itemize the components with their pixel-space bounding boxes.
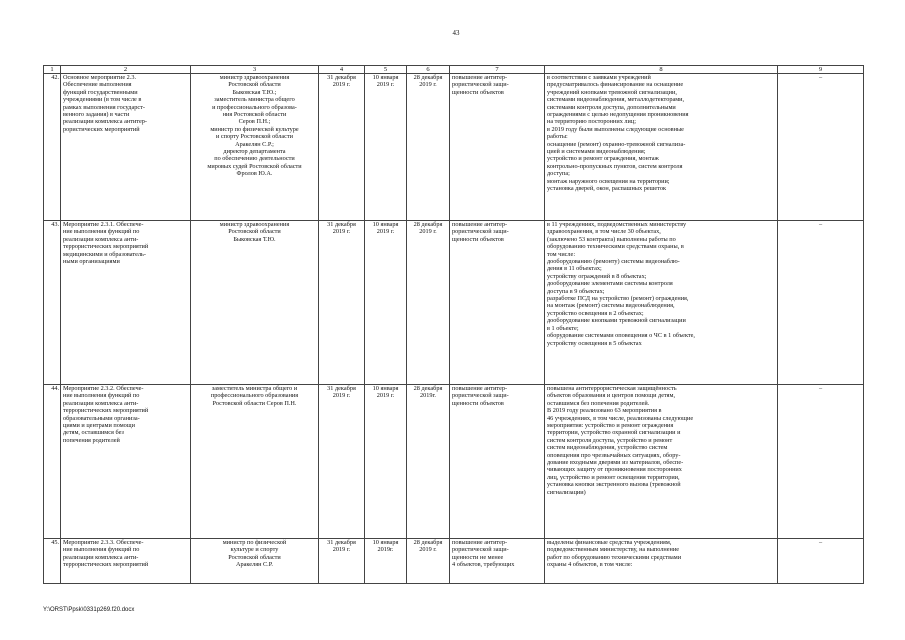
activity-name-line: Мероприятие 2.3.1. Обеспече- [63,221,144,228]
responsible-executor [191,74,319,221]
actual-start-date-line: 10 января [372,385,399,392]
planned-end-date-line: 31 декабря [327,385,356,392]
actual-start-date [365,74,407,221]
actual-result-line: системами видеонаблюдения, металлодетекторами, [547,96,685,104]
actual-result-line: цией и системами видеонаблюдения; [547,148,646,156]
planned-end-date-line: 31 декабря [327,221,356,228]
planned-end-date-line: 2019 г. [332,546,351,554]
responsible-executor-line: директор департамента [223,148,286,156]
actual-result-line: сигнализации) [547,488,586,496]
actual-result-line: дование входными дверями из материалов, обеспе- [547,459,684,467]
expected-result-line: рористической защи- [452,228,509,236]
activity-name-line: медицинскими и образователь- [63,250,146,258]
activity-name [61,385,191,539]
expected-result-line: повышение антитер- [452,221,508,228]
table-row [44,539,864,584]
actual-start-date-line: 2019г. [377,546,394,554]
actual-end-date-line: 28 декабря [413,74,443,81]
responsible-executor-line: Аракелян С.Р.; [235,140,274,148]
actual-result-line: в 2019 году были выполнены следующие основные [547,125,684,133]
actual-result-line: объектов образования и центров помощи детям, [547,392,676,400]
file-path-footer: Y:\ORST\Ppsk\0331p269.f20.docx [43,607,135,613]
actual-result-line: выделены финансовые средства учреждениям, [547,539,672,546]
actual-result-line: на территорию посторонних лиц; [547,118,636,126]
table-row [44,221,864,385]
actual-result-line: на монтаж (ремонт) системы видеонаблюдения, [547,302,675,310]
activity-name-line: Мероприятие 2.3.3. Обеспече- [63,539,144,546]
actual-result-line: работ по оборудованию техническими средствами [547,553,682,561]
expected-result-line: щенности объектов [452,88,504,96]
actual-result-line: учреждений кнопками тревожной сигнализации, [547,88,677,96]
responsible-executor-line: заместитель министра общего и [211,385,298,392]
actual-result-line: оснащение (ремонт) охранно-тревожной сигнализа- [547,140,686,148]
actual-end-date [407,221,450,385]
responsible-executor-line: по обеспечению деятельности [214,155,295,163]
row-number: 45. [44,539,61,584]
responsible-executor-line: мировых судей Ростовской области [207,162,302,170]
expected-result [450,221,545,385]
activity-name-line: циями и центрами помощи [63,422,135,430]
actual-result [545,221,778,385]
actual-start-date-line: 10 января [372,539,399,546]
actual-result-line: в 1 объекте; [547,324,579,332]
activity-name [61,74,191,221]
expected-result-line: щенности объектов [452,399,504,407]
activity-name-line: рамках выполнения государст- [63,103,145,111]
responsible-executor [191,221,319,385]
activity-name-line: ными организациями [63,258,120,266]
responsible-executor-line: профессионального образования [210,392,299,400]
expected-result-line: рористической защи- [452,81,509,89]
expected-result-line: повышение антитер- [452,539,508,546]
activity-name-line: ние выполнения функций по [63,546,140,554]
responsible-executor-line: Ростовской области [228,228,281,236]
responsible-executor-line: Серов П.Н.; [238,118,271,126]
responsible-executor-line: Быковская Т.Ю.; [232,88,277,96]
expected-result [450,74,545,221]
actual-result-line: ограждениями с целью недопущения проникновения [547,111,689,119]
actual-result-line: оставшимся без попечения родителей. [547,399,650,407]
row-number: 43. [44,221,61,385]
responsible-executor [191,385,319,539]
actual-result-line: охраны 4 объектов, в том числе: [547,561,633,569]
actual-result [545,74,778,221]
actual-end-date [407,539,450,584]
actual-result-line: оборудование системами оповещения о ЧС в 1 объекте, [547,332,695,340]
actual-result-line: мероприятия: устройство и ремонт ограждения [547,422,674,430]
actual-result-line: В 2019 году реализовано 63 мероприятия в [547,407,662,415]
actual-result-line: дооборудование кнопками тревожной сигнализации [547,317,686,325]
actual-end-date [407,74,450,221]
responsible-executor-line: Аракелян С.Р. [236,561,273,569]
actual-end-date-line: 2019г. [420,392,436,400]
activity-name-line: ние выполнения функций по [63,228,140,236]
actual-result-line: предусматривалось финансирование на оснащение [547,81,684,89]
column-number: 9 [778,66,864,74]
column-number: 2 [61,66,191,74]
activity-name-line: рористических мероприятий [63,125,140,133]
actual-result-line: оповещения про чрезвычайных ситуациях, обору- [547,451,681,459]
responsible-executor-line: министр по физической культуре [210,125,299,133]
expected-result [450,385,545,539]
actual-result-line: лиц, устройство и ремонт освещения территории, [547,473,680,481]
planned-end-date [319,74,365,221]
actual-result-line: в 11 учреждениях, подведомственных министерству [547,221,687,228]
planned-end-date-line: 31 декабря [327,74,356,81]
actual-start-date-line: 2019 г. [376,392,395,400]
actual-end-date-line: 2019 г. [419,81,437,89]
activity-name-line: реализации комплекса анти- [63,399,139,407]
activity-name-line: венного задания) в части [63,111,130,119]
note: – [778,385,864,539]
responsible-executor-line: и спорту Ростовской области [215,133,293,141]
activity-name-line: ние выполнения функций по [63,392,140,400]
responsible-executor-line: культуре и спорту [230,546,279,554]
actual-result [545,385,778,539]
responsible-executor-line: Фролов Ю.А. [236,170,273,178]
column-number: 6 [407,66,450,74]
activity-name-line: реализации комплекса анти- [63,553,139,561]
column-number: 8 [545,66,778,74]
actual-result-line: систем видеонаблюдения, устройство систем [547,444,668,452]
actual-result-line: 46 учреждениях, в том числе, реализованы следующие [547,414,694,422]
activity-name-line: Мероприятие 2.3.2. Обеспече- [63,385,144,392]
row-number: 42. [44,74,61,221]
activity-name-line: террористических мероприятий [63,561,149,569]
responsible-executor [191,539,319,584]
actual-result-line: систем контроля доступа, устройство и ремонт [547,436,673,444]
actual-result-line: оборудованию техническими средствами охраны, в [547,243,684,251]
actual-result-line: доступа в 9 объектах; [547,287,605,295]
actual-result-line: контрольно-пропускных пунктов, систем контроля [547,162,683,170]
table-row [44,74,864,221]
actual-result-line: устройству ограждений в 8 объектах; [547,272,647,280]
actual-result-line: чивающих защиту от проникновения посторонних [547,466,682,474]
responsible-executor-line: Ростовской области [228,81,281,89]
activity-name-line: террористических мероприятий [63,407,149,415]
activity-name-line: террористических мероприятий [63,243,149,251]
planned-end-date-line: 2019 г. [332,228,351,236]
actual-start-date [365,221,407,385]
responsible-executor-line: заместитель министра общего [214,96,295,104]
activity-name-line: образовательными организа- [63,414,140,422]
actual-start-date-line: 2019 г. [376,81,395,89]
actual-result-line: подведомственным министерству, на выполнение [547,546,679,554]
expected-result-line: щенности не менее [452,553,504,561]
page-number: 43 [452,29,460,37]
actual-result-line: дооборудованию (ремонту) системы видеонаблю- [547,258,680,266]
expected-result-line: повышение антитер- [452,385,508,392]
planned-end-date [319,221,365,385]
planned-end-date [319,385,365,539]
planned-end-date-line: 31 декабря [327,539,356,546]
note: – [778,539,864,584]
activity-name-line: детям, оставшимся без [63,429,124,437]
actual-result-line: территории, устройство охранной сигнализации и [547,429,681,437]
actual-result-line: повышена антитеррористическая защищённость [547,385,677,392]
activity-name-line: Основное мероприятие 2.3. [63,74,137,81]
actual-result-line: в соответствии с заявками учреждений [547,74,651,81]
activity-name [61,221,191,385]
planned-end-date-line: 2019 г. [332,81,351,89]
responsible-executor-line: и профессионального образова- [212,103,297,111]
activity-name-line: учреждениями (в том числе в [63,96,142,104]
activity-name-line: реализации комплекса анти- [63,235,139,243]
expected-result-line: рористической защи- [452,392,509,400]
actual-result-line: устройство и ремонт ограждения, монтаж [547,155,659,163]
actual-end-date-line: 28 декабря [413,539,443,546]
column-number: 7 [450,66,545,74]
actual-result-line: устройство освещения в 2 объектах; [547,309,644,317]
actual-result-line: установка кнопки экстренного вызова (тревожной [547,481,681,489]
actual-end-date-line: 28 декабря [413,385,443,392]
actual-result-line: монтаж наружного освещения на территории; [547,177,670,185]
actual-result-line: здравоохранения, в том числе 30 объектах, [547,228,661,236]
actual-result-line: том числе: [547,250,576,258]
actual-start-date-line: 10 января [372,221,399,228]
row-number: 44. [44,385,61,539]
responsible-executor-line: министр здравоохранения [219,221,290,228]
actual-start-date [365,385,407,539]
actual-end-date-line: 2019 г. [419,228,437,236]
responsible-executor-line: министр здравоохранения [219,74,290,81]
activity-name-line: реализации комплекса антитер- [63,118,147,126]
responsible-executor-line: ния Ростовской области [222,111,287,119]
activity-name [61,539,191,584]
actual-end-date-line: 2019 г. [419,546,437,554]
actual-result-line: устройству освещения в 5 объектах [547,339,642,347]
column-number: 5 [365,66,407,74]
note: – [778,74,864,221]
actual-result-line: разработке ПСД на устройство (ремонт) ограждения, [547,295,689,303]
column-number: 3 [191,66,319,74]
activity-name-line: Обеспечение выполнения [63,81,132,89]
actual-result-line: установка дверей, окон, распашных решеток [547,185,666,193]
expected-result-line: 4 объектов, требующих [452,561,515,569]
actual-start-date-line: 10 января [372,74,399,81]
table-body [44,66,864,584]
activity-name-line: функций государственными [63,88,138,96]
responsible-executor-line: Ростовской области [228,553,281,561]
actual-result-line: доступа; [547,170,570,178]
actual-end-date [407,385,450,539]
actual-start-date [365,539,407,584]
planned-end-date-line: 2019 г. [332,392,351,400]
actual-end-date-line: 28 декабря [413,221,443,228]
report-table [43,65,864,584]
responsible-executor-line: Быковская Т.Ю. [233,235,276,243]
table-row [44,385,864,539]
note: – [778,221,864,385]
responsible-executor-line: Ростовской области Серов П.Н. [212,399,297,407]
planned-end-date [319,539,365,584]
actual-result-line: работы: [547,133,568,141]
expected-result-line: щенности объектов [452,235,504,243]
column-number-row [44,66,864,74]
activity-name-line: попечения родителей [63,436,120,444]
actual-result [545,539,778,584]
responsible-executor-line: министр по физической [222,539,287,546]
actual-result-line: системами контроля доступа, дополнительными [547,103,676,111]
actual-start-date-line: 2019 г. [376,228,395,236]
expected-result-line: рористической защи- [452,546,509,554]
expected-result [450,539,545,584]
actual-result-line: (заключено 53 контракта) выполнены работы по [547,235,676,243]
actual-result-line: дения в 11 объектах; [547,265,602,273]
column-number: 4 [319,66,365,74]
expected-result-line: повышение антитер- [452,74,508,81]
actual-result-line: дооборудование элементами системы контроля [547,280,673,288]
column-number: 1 [44,66,61,74]
